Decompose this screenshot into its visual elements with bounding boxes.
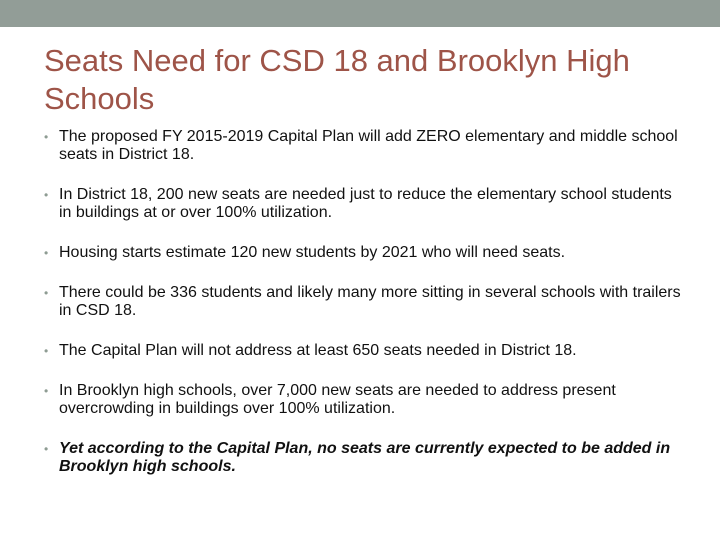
- bullet-dot-icon: •: [44, 130, 49, 144]
- bullet-text: Housing starts estimate 120 new students by 2021 who will need seats.: [59, 244, 566, 261]
- bullet-text: There could be 336 students and likely many more sitting in several schools with trailers in CSD 18.: [59, 284, 681, 319]
- bullet-item-capital-plan-zero-seats: [44, 128, 684, 164]
- bullet-text-emphasis: Yet according to the Capital Plan, no seats are currently expected to be added in Brooklyn high schools.: [59, 440, 671, 475]
- bullet-item-unaddressed-seats: [44, 342, 684, 360]
- bullet-text: The Capital Plan will not address at least 650 seats needed in District 18.: [59, 342, 577, 359]
- bullet-dot-icon: •: [44, 188, 49, 202]
- bullet-dot-icon: •: [44, 286, 49, 300]
- slide-title: Seats Need for CSD 18 and Brooklyn High Schools: [44, 43, 630, 116]
- bullet-item-housing-starts: [44, 244, 684, 262]
- top-accent-bar: [0, 0, 720, 27]
- bullet-dot-icon: •: [44, 384, 49, 398]
- bullet-dot-icon: •: [44, 442, 49, 456]
- bullet-item-high-school-overcrowding: [44, 382, 684, 418]
- bullet-list: [44, 128, 684, 498]
- bullet-dot-icon: •: [44, 344, 49, 358]
- bullet-dot-icon: •: [44, 246, 49, 260]
- bullet-item-no-high-school-seats: [44, 440, 684, 476]
- bullet-text: In Brooklyn high schools, over 7,000 new seats are needed to address present overcrowding in buildings over 100% utilization.: [59, 382, 616, 417]
- bullet-text: In District 18, 200 new seats are needed just to reduce the elementary school students in buildings at or over 100% utilization.: [59, 186, 672, 221]
- bullet-text: The proposed FY 2015-2019 Capital Plan will add ZERO elementary and middle school seats in District 18.: [59, 128, 678, 163]
- bullet-item-trailers: [44, 284, 684, 320]
- bullet-item-district-seats-needed: [44, 186, 684, 222]
